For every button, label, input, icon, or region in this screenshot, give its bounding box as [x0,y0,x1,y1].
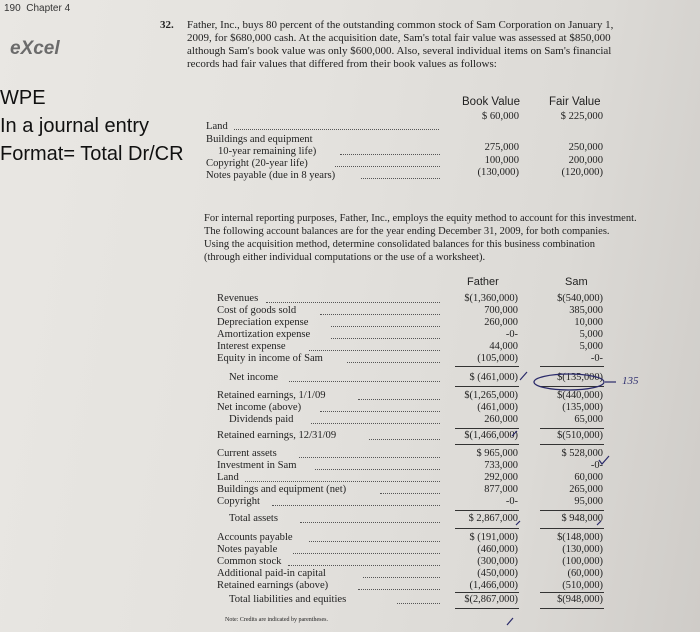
father-value: -0- [505,496,518,507]
fv-book-land: $ 60,000 [481,111,519,122]
sam-value: 60,000 [574,472,603,483]
father-value: (105,000) [477,353,518,364]
balance-row-label: Total liabilities and equities [229,594,347,605]
check-mark [516,521,520,525]
father-value: $ (461,000) [469,372,518,383]
footnote: Note: Credits are indicated by parentheses. [225,617,328,623]
father-value: (461,000) [477,402,518,413]
check-mark [512,431,517,436]
overlay-format: Format= Total Dr/CR [0,143,184,165]
sam-value: $(948,000) [557,594,603,605]
problem-number: 32. [160,19,174,31]
sam-value: -0- [590,353,603,364]
father-value: $(1,466,000) [464,430,518,441]
check-mark [597,521,601,525]
sam-value: $(440,000) [557,390,603,401]
balance-row-label: Depreciation expense [217,317,309,328]
problem-line-4: records had fair values that differed from their book values as follows: [187,58,497,70]
fv-book-buildings: 275,000 [484,142,519,153]
fv-fair-notes: (120,000) [561,167,603,178]
para2-line-4: (through either individual computations or the use of a worksheet). [204,252,486,263]
fv-fair-land: $ 225,000 [560,111,603,122]
fv-label-land: Land [206,121,228,132]
sam-value: $ 948,000 [561,513,603,524]
balance-row-label: Dividends paid [229,414,294,425]
check-mark [599,456,609,464]
father-value: 260,000 [484,317,518,328]
father-value: 260,000 [484,414,518,425]
balance-row-label: Equity in income of Sam [217,353,323,364]
sam-value: (60,000) [567,568,603,579]
father-value: $ 965,000 [476,448,518,459]
father-value: $ 2,867,000 [468,513,518,524]
sam-value: 385,000 [569,305,603,316]
sam-value: $(540,000) [557,293,603,304]
fv-label-notes: Notes payable (due in 8 years) [206,170,336,181]
fv-label-buildings: Buildings and equipment [206,134,313,145]
balance-row-label: Notes payable [217,544,278,555]
fv-book-copyright: 100,000 [484,155,519,166]
balance-row-label: Amortization expense [217,329,311,340]
para2-line-3: Using the acquisition method, determine consolidated balances for this business combination [204,239,596,250]
para2-line-1: For internal reporting purposes, Father, Inc., employs the equity method to account for this investment. [204,213,637,224]
sam-value: $(510,000) [557,430,603,441]
col-sam: Sam [565,276,588,288]
balance-row-label: Land [217,472,239,483]
problem-line-2: 2009, for $680,000 cash. At the acquisition date, Sam's total fair value was assessed at $850,000 [187,32,611,44]
sam-value: -0- [590,460,603,471]
balance-row-label: Retained earnings (above) [217,580,329,591]
father-value: 44,000 [489,341,518,352]
overlay-journal-entry: In a journal entry [0,115,149,137]
balance-row-label: Common stock [217,556,282,567]
sam-value: 265,000 [569,484,603,495]
father-value: 292,000 [484,472,518,483]
balance-row-label: Interest expense [217,341,286,352]
fv-book-notes: (130,000) [477,167,519,178]
father-value: $(1,265,000) [464,390,518,401]
balance-row-label: Additional paid-in capital [217,568,326,579]
father-value: 700,000 [484,305,518,316]
check-mark [520,372,527,380]
problem-line-3: although Sam's book value was only $600,000. Also, several individual items on Sam's financial [187,45,612,57]
sam-value: 5,000 [579,329,603,340]
sam-value: (100,000) [562,556,603,567]
sam-value: 10,000 [574,317,603,328]
page-number: 190 [4,3,21,14]
father-value: (460,000) [477,544,518,555]
father-value: (300,000) [477,556,518,567]
fv-fair-buildings: 250,000 [568,142,603,153]
balance-row-label: Retained earnings, 1/1/09 [217,390,326,401]
balance-row-label: Current assets [217,448,277,459]
balance-row-label: Net income (above) [217,402,302,413]
overlay-wpe: WPE [0,87,46,109]
father-value: $(1,360,000) [464,293,518,304]
problem-line-1: Father, Inc., buys 80 percent of the outstanding common stock of Sam Corporation on January 1, [187,19,614,31]
father-value: 733,000 [484,460,518,471]
sam-value: $(135,000) [557,372,603,383]
balance-row-label: Revenues [217,293,259,304]
fv-label-remaining-life: 10-year remaining life) [218,146,317,157]
father-value: (450,000) [477,568,518,579]
check-mark [507,618,513,625]
balance-row-label: Accounts payable [217,532,293,543]
balance-row-label: Copyright [217,496,260,507]
sam-value: (130,000) [562,544,603,555]
circle-mark [534,374,604,390]
chapter-label: Chapter 4 [26,3,71,14]
balance-row-label: Retained earnings, 12/31/09 [217,430,337,441]
sam-value: $(148,000) [557,532,603,543]
balance-row-label: Cost of goods sold [217,305,297,316]
sam-value: (510,000) [562,580,603,591]
balance-row-label: Buildings and equipment (net) [217,484,347,495]
sam-value: 95,000 [574,496,603,507]
col-book-value: Book Value [462,96,520,108]
sam-value: (135,000) [562,402,603,413]
father-value: (1,466,000) [469,580,518,591]
father-value: -0- [505,329,518,340]
father-value: 877,000 [484,484,518,495]
father-value: $ (191,000) [469,532,518,543]
handwritten-135: 135 [622,375,639,387]
father-value: $(2,867,000) [464,594,518,605]
fv-fair-copyright: 200,000 [568,155,603,166]
sam-value: $ 528,000 [561,448,603,459]
balance-row-label: Total assets [229,513,278,524]
sam-value: 65,000 [574,414,603,425]
col-father: Father [467,276,499,288]
balance-row-label: Investment in Sam [217,460,297,471]
sam-value: 5,000 [579,341,603,352]
col-fair-value: Fair Value [549,96,601,108]
excel-logo: eXcel [10,38,60,59]
para2-line-2: The following account balances are for the year ending December 31, 2009, for both companies. [204,226,610,237]
fv-label-copyright: Copyright (20-year life) [206,158,308,169]
balance-row-label: Net income [229,372,279,383]
